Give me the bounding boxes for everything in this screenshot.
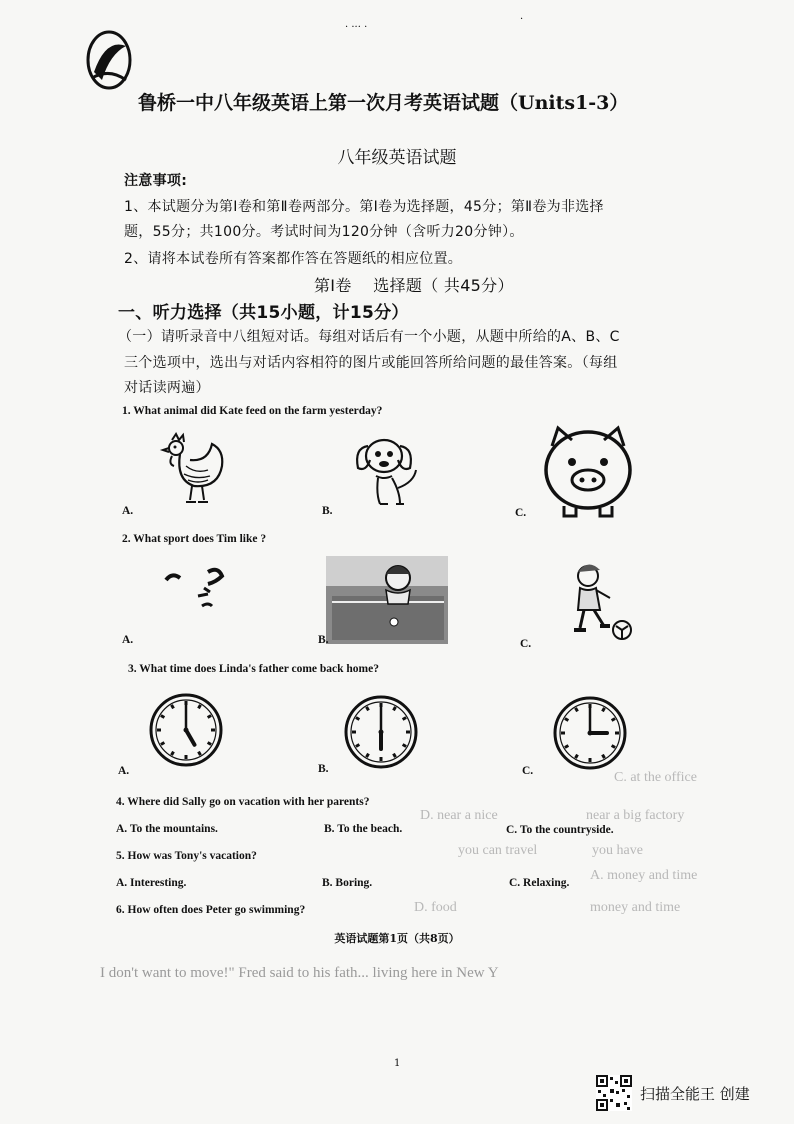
- clock-tick: [565, 746, 568, 748]
- question-6: 6. How often does Peter go swimming?: [116, 904, 306, 916]
- clock-tick: [603, 708, 605, 711]
- option-c: C.: [520, 638, 532, 650]
- option-b: B.: [322, 505, 333, 517]
- clock-tick: [603, 755, 605, 758]
- sport-b-picture: [326, 556, 448, 644]
- instruction-line: （一）请听录音中八组短对话。每组对话后有一个小题，从题中所给的A、B、C: [118, 329, 620, 345]
- bleed-text: you have: [592, 843, 643, 858]
- notice-line: 题，55分；共100分。考试时间为120分钟（含听力20分钟）。: [124, 224, 524, 240]
- instruction-line: 三个选项中，选出与对话内容相符的图片或能回答所给问题的最佳答案。（每组: [124, 355, 618, 371]
- clock-tick: [565, 719, 568, 721]
- instruction-line: 对话读两遍）: [124, 380, 210, 396]
- page-dot: 1: [394, 1058, 401, 1069]
- bleed-text: near a big factory: [586, 808, 685, 823]
- school-logo: [86, 28, 132, 92]
- clock-tick: [172, 705, 174, 708]
- clock-tick: [356, 718, 359, 720]
- bleed-text: D. near a nice: [420, 808, 498, 823]
- clock-tick: [367, 754, 369, 757]
- part-title: 第Ⅰ卷 选择题（ 共45分）: [314, 276, 514, 295]
- bleed-text: you can travel: [458, 843, 538, 858]
- scan-mark: · ··· ·: [345, 22, 368, 33]
- question-1: 1. What animal did Kate feed on the farm yesterday?: [122, 405, 383, 417]
- clock-tick: [208, 716, 211, 718]
- exam-title: 鲁桥一中八年级英语上第一次月考英语试题（Units1-3）: [138, 92, 629, 114]
- bleed-text: C. at the office: [614, 770, 697, 785]
- clock-tick: [394, 707, 396, 710]
- option-c: C.: [515, 507, 527, 519]
- clock-tick: [403, 745, 406, 747]
- sport-c-picture: [570, 560, 636, 642]
- option-b: B. To the beach.: [324, 823, 403, 835]
- qr-code-icon: [596, 1075, 632, 1111]
- question-4: 4. Where did Sally go on vacation with her parents?: [116, 796, 370, 808]
- pig-picture: [542, 424, 634, 520]
- clock-tick: [208, 743, 211, 745]
- clock-tick: [161, 743, 164, 745]
- bleed-text: D. food: [414, 900, 457, 915]
- clock-a-picture: [148, 692, 224, 768]
- clock-tick: [199, 752, 201, 755]
- option-c: C. To the countryside.: [506, 824, 614, 836]
- notice-line: 1、本试题分为第Ⅰ卷和第Ⅱ卷两部分。第Ⅰ卷为选择题，45分；第Ⅱ卷为非选择: [124, 199, 604, 215]
- option-a: A.: [122, 505, 134, 517]
- hen-picture: [158, 430, 228, 508]
- clock-c-picture: [552, 695, 628, 771]
- option-a: A.: [118, 765, 130, 777]
- question-3: 3. What time does Linda's father come back home?: [128, 663, 379, 675]
- clock-tick: [367, 707, 369, 710]
- clock-tick: [403, 718, 406, 720]
- clock-tick: [161, 716, 164, 718]
- clock-tick: [172, 752, 174, 755]
- clock-tick: [356, 745, 359, 747]
- scanner-watermark: 扫描全能王 创建: [640, 1085, 750, 1103]
- option-b: B. Boring.: [322, 877, 373, 889]
- page-footer: 英语试题第1页（共8页）: [334, 932, 460, 945]
- option-b: B.: [318, 634, 329, 646]
- clock-tick: [612, 719, 615, 721]
- notice-line: 2、请将本试卷所有答案都作答在答题纸的相应位置。: [124, 251, 463, 267]
- notice-heading: 注意事项:: [124, 173, 188, 189]
- clock-b-picture: [343, 694, 419, 770]
- option-a: A. To the mountains.: [116, 823, 218, 835]
- option-c: C. Relaxing.: [509, 877, 570, 889]
- bleed-text: money and time: [590, 900, 681, 915]
- listening-title: 一、听力选择（共15小题，计15分）: [118, 303, 409, 323]
- clock-tick: [576, 755, 578, 758]
- bleed-text: I don't want to move!" Fred said to his fath... living here in New Y: [100, 965, 499, 981]
- dog-picture: [352, 432, 424, 512]
- option-a: A.: [122, 634, 134, 646]
- bleed-text: A. money and time: [590, 868, 698, 883]
- option-c: C.: [522, 765, 534, 777]
- option-b: B.: [318, 763, 329, 775]
- question-5: 5. How was Tony's vacation?: [116, 850, 257, 862]
- exam-subtitle: 八年级英语试题: [337, 148, 457, 168]
- clock-hour-hand: [186, 730, 195, 745]
- scan-mark: ·: [520, 14, 524, 25]
- clock-tick: [394, 754, 396, 757]
- question-2: 2. What sport does Tim like ?: [122, 533, 267, 545]
- clock-tick: [576, 708, 578, 711]
- option-a: A. Interesting.: [116, 877, 187, 889]
- sport-a-picture: [164, 566, 230, 614]
- clock-tick: [612, 746, 615, 748]
- clock-tick: [199, 705, 201, 708]
